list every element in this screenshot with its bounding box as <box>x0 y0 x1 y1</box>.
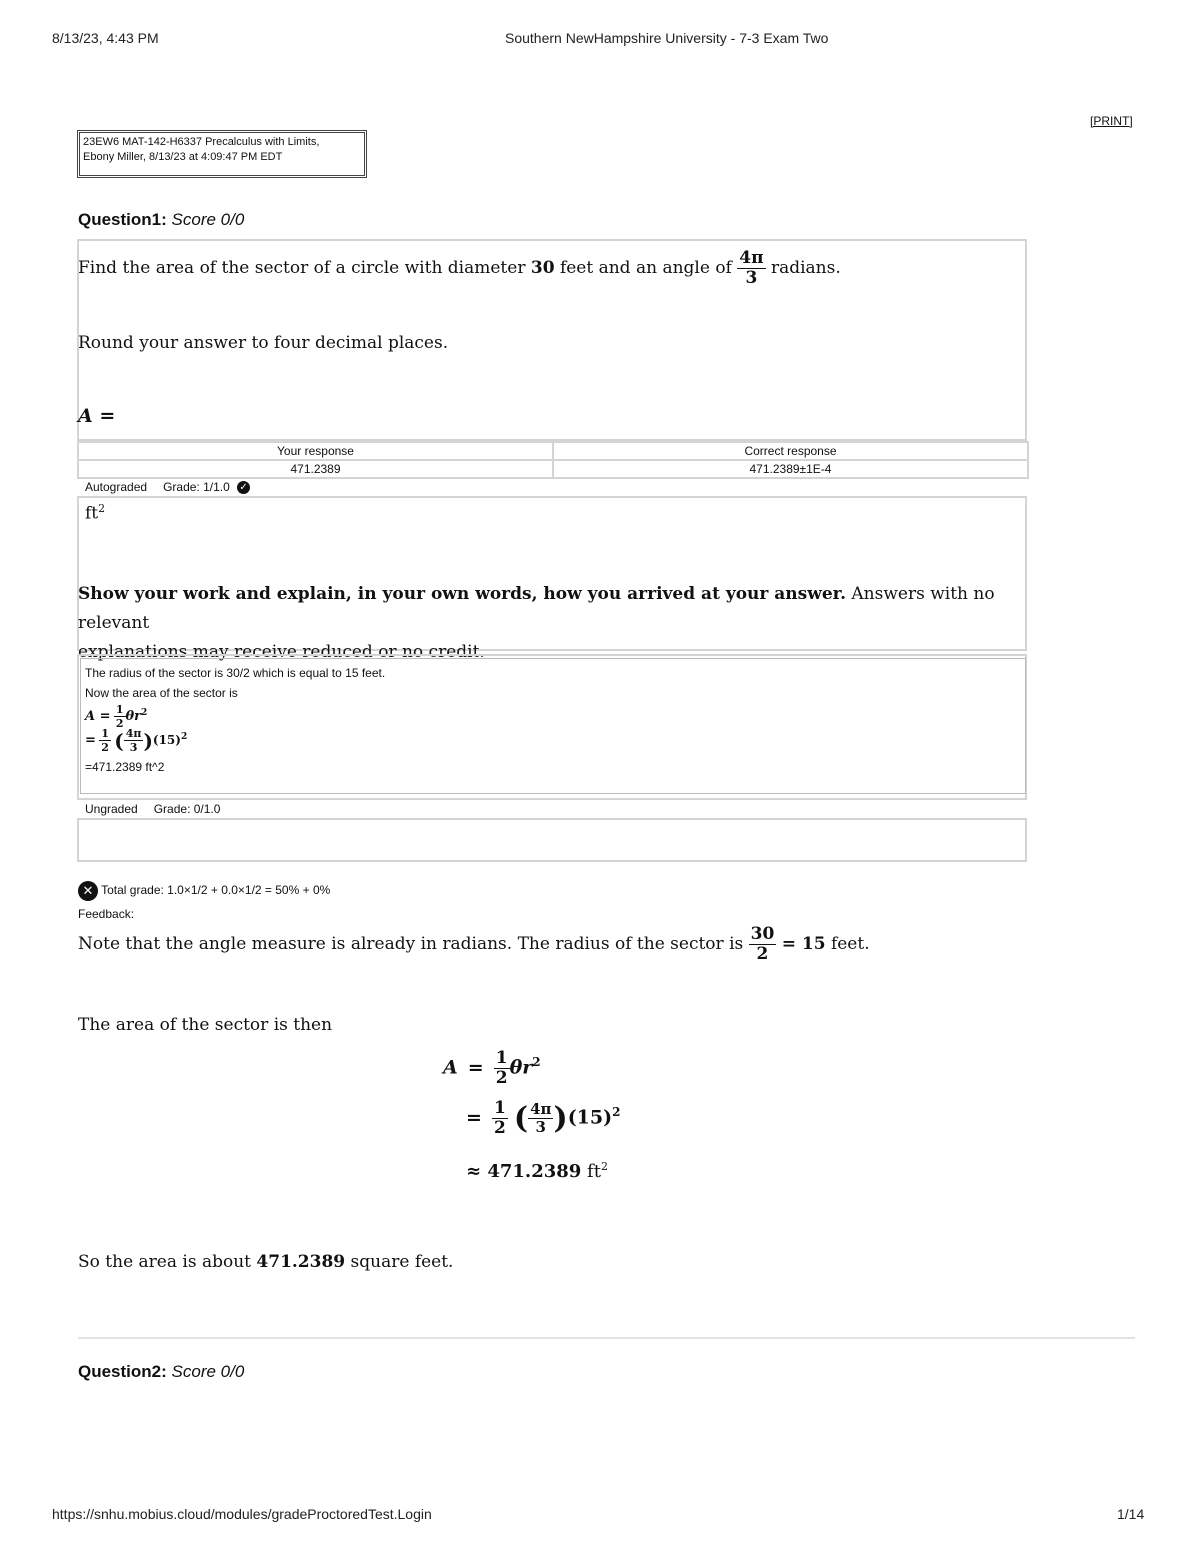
check-circle-icon: ✓ <box>237 481 250 494</box>
print-link[interactable]: [PRINT] <box>1090 114 1133 128</box>
course-line: 23EW6 MAT-142-H6337 Precalculus with Limits, <box>83 136 320 148</box>
answer-unit: $ft^2$ <box>85 502 106 524</box>
total-grade: Total grade: 1.0×1/2 + 0.0×1/2 = 50% + 0% <box>101 883 331 898</box>
autograde-line <box>85 480 266 494</box>
feedback-label: Feedback: <box>78 907 135 921</box>
work-result: =471.2389 ft^2 <box>85 760 165 774</box>
grade-value: Grade: 1/1.0 <box>163 480 230 494</box>
print-datetime: 8/13/23, 4:43 PM <box>52 30 159 46</box>
work-line: The radius of the sector is 30/2 which is equal to 15 feet. <box>85 666 386 680</box>
correct-response-header: Correct response <box>553 442 1028 460</box>
question-prompt <box>78 250 841 287</box>
correct-response-value: 471.2389±1E-4 <box>553 460 1028 478</box>
question2-heading <box>78 1362 244 1382</box>
empty-comment-box <box>77 818 1027 862</box>
grade-value: Grade: 0/1.0 <box>153 802 221 816</box>
grade-type: Ungraded <box>85 802 138 816</box>
course-info-box <box>77 130 367 178</box>
question-score: Score 0/0 <box>171 1362 245 1381</box>
print-page-title: Southern NewHampshire University - 7-3 Exam Two <box>505 30 829 46</box>
prompt-text: Find the area of the sector of a circle with diameter <box>78 258 526 278</box>
feedback-line-1: Note that the angle measure is already in radians. The radius of the sector is $\frac{30}{2}$ = 15 feet. <box>78 924 870 964</box>
prompt-text: feet and an angle of <box>559 258 732 278</box>
work-line: Now the area of the sector is <box>85 686 238 700</box>
work-equation-2: = $\frac{1}{2}$ ( $\frac{4\pi}{3}$ )$(15)^2$ <box>85 727 188 755</box>
print-url: https://snhu.mobius.cloud/modules/gradeProctoredTest.Login <box>52 1506 432 1522</box>
diameter-value: 30 <box>530 258 555 278</box>
total-grade-line <box>78 881 330 901</box>
page-number: 1/14 <box>1117 1506 1145 1522</box>
feedback-equation-2: = $\frac{1}{2}$ ( $\frac{4\pi}{3}$ )$(15)^2$ <box>466 1098 621 1138</box>
feedback-equation-3: ≈ 471.2389 $ft^2$ <box>466 1160 608 1182</box>
response-table <box>77 441 1029 479</box>
student-work-area[interactable] <box>80 658 1026 794</box>
question-score: Score 0/0 <box>171 210 245 229</box>
prompt-text: radians. <box>770 258 841 278</box>
student-line: Ebony Miller, 8/13/23 at 4:09:47 PM EDT <box>83 151 283 163</box>
x-circle-icon: ✕ <box>78 881 98 901</box>
your-response-value: 471.2389 <box>78 460 553 478</box>
question1-heading <box>78 210 244 230</box>
round-instruction: Round your answer to four decimal places. <box>78 333 449 353</box>
feedback-equation-1: A = $\frac{1}{2}$ $\theta r^2$ <box>443 1048 541 1088</box>
show-work-instructions: Show your work and explain, in your own words, how you arrived at your answer. Answers with no relevant explanations may receive reduced or no credit. <box>78 584 995 662</box>
angle-fraction: $\frac{4\pi}{3}$ <box>739 248 764 288</box>
grade-type: Autograded <box>85 480 148 494</box>
work-equation-1: A = $\frac{1}{2}$ $\theta r^2$ <box>85 703 148 731</box>
answer-label: A = <box>78 405 116 427</box>
question-label: Question2: <box>78 1362 167 1381</box>
question-label: Question1: <box>78 210 167 229</box>
ungraded-line <box>85 802 236 816</box>
your-response-header: Your response <box>78 442 553 460</box>
feedback-conclusion: So the area is about 471.2389 square feet. <box>78 1252 454 1272</box>
question-divider <box>78 1337 1135 1339</box>
feedback-line-2: The area of the sector is then <box>78 1015 333 1035</box>
